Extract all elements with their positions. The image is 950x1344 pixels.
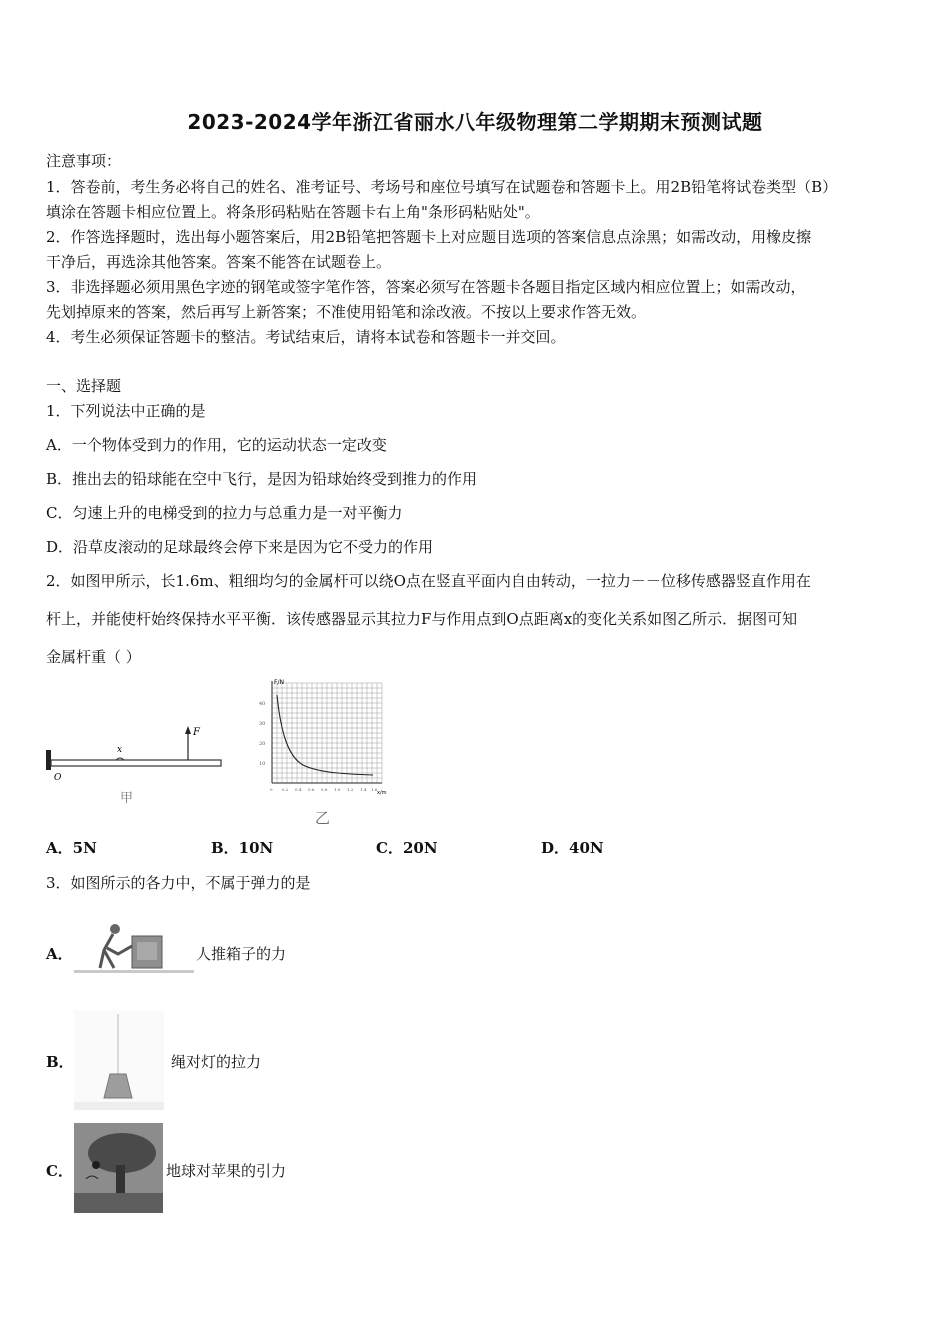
y-tick: 20 xyxy=(259,741,266,747)
question-2-stem: 2．如图甲所示，长1.6m、粗细均匀的金属杆可以绕O点在竖直平面内自由转动，一拉力－－位移传感器竖直作用在 xyxy=(46,572,811,590)
q1-option-a: A．一个物体受到力的作用，它的运动状态一定改变 xyxy=(46,436,387,454)
x-axis-label: x/m xyxy=(377,790,387,796)
graph-grid xyxy=(272,683,382,783)
figure-caption-jia: 甲 xyxy=(120,791,134,806)
apple-tree-image xyxy=(74,1123,163,1213)
x-tick: 0.8 xyxy=(321,787,328,792)
x-tick: 0.6 xyxy=(308,787,315,792)
q1-option-b: B．推出去的铅球能在空中飞行，是因为铅球始终受到推力的作用 xyxy=(46,470,478,488)
question-2-stem: 杆上，并能使杆始终保持水平平衡．该传感器显示其拉力F与作用点到O点距离x的变化关系如图乙所示．据图可知 xyxy=(46,610,798,628)
notice-line: 2．作答选择题时，选出每小题答案后，用2B铅笔把答题卡上对应题目选项的答案信息点涂黑；如需改动，用橡皮擦 xyxy=(46,228,812,246)
hanging-lamp-image xyxy=(74,1010,164,1110)
wall-pivot xyxy=(46,750,51,770)
y-tick: 10 xyxy=(259,761,266,767)
y-tick: 40 xyxy=(259,701,266,707)
question-3-stem: 3．如图所示的各力中，不属于弹力的是 xyxy=(46,874,311,892)
figure-caption-yi: 乙 xyxy=(315,809,331,827)
q2-option-c: C．20N xyxy=(376,839,438,857)
q2-option-d: D．40N xyxy=(541,839,604,857)
label-x: x xyxy=(117,745,123,755)
lever-figure xyxy=(40,720,230,810)
q2-option-b: B．10N xyxy=(211,839,274,857)
q3-option-c-text: 地球对苹果的引力 xyxy=(166,1162,287,1180)
q3-option-b-text: 绳对灯的拉力 xyxy=(171,1053,262,1071)
notice-line: 3．非选择题必须用黑色字迹的钢笔或签字笔作答，答案必须写在答题卡各题目指定区域内相应位置上；如需改动， xyxy=(46,278,806,296)
label-O: O xyxy=(54,773,62,783)
x-tick: 0.4 xyxy=(295,787,302,792)
y-tick: 30 xyxy=(259,721,266,727)
notice-line: 干净后，再选涂其他答案。答案不能答在试题卷上。 xyxy=(46,253,392,271)
force-distance-graph xyxy=(255,675,395,830)
notice-heading: 注意事项： xyxy=(46,152,122,170)
q3-option-c-letter: C． xyxy=(46,1162,73,1180)
x-tick: 1.6 xyxy=(371,787,378,792)
x-tick: 1.0 xyxy=(334,787,341,792)
q3-option-b-letter: B． xyxy=(46,1053,74,1071)
metal-rod xyxy=(51,760,221,766)
x-tick: 0 xyxy=(270,787,273,792)
notice-line: 填涂在答题卡相应位置上。将条形码粘贴在答题卡右上角"条形码粘贴处"。 xyxy=(46,203,540,221)
q3-option-a-letter: A． xyxy=(46,945,73,963)
x-tick: 1.2 xyxy=(347,787,354,792)
page-title: 2023-2024学年浙江省丽水八年级物理第二学期期末预测试题 xyxy=(187,110,763,134)
y-axis-label: F/N xyxy=(274,679,284,686)
notice-line: 先划掉原来的答案，然后再写上新答案；不准使用铅笔和涂改液。不按以上要求作答无效。 xyxy=(46,303,647,321)
person-pushing-box-image xyxy=(74,920,194,976)
notice-line: 4．考生必须保证答题卡的整洁。考试结束后，请将本试卷和答题卡一并交回。 xyxy=(46,328,566,346)
question-2-stem: 金属杆重（ ） xyxy=(46,648,141,666)
x-tick: 1.4 xyxy=(360,787,367,792)
notice-line: 1．答卷前，考生务必将自己的姓名、准考证号、考场号和座位号填写在试题卷和答题卡上。用2B铅笔将试卷类型（B） xyxy=(46,178,838,196)
x-tick: 0.2 xyxy=(282,787,289,792)
q3-option-a-text: 人推箱子的力 xyxy=(196,945,287,963)
q2-option-a: A．5N xyxy=(46,839,97,857)
force-arrow-head xyxy=(185,726,191,734)
q1-option-c: C．匀速上升的电梯受到的拉力与总重力是一对平衡力 xyxy=(46,504,403,522)
question-1-stem: 1．下列说法中正确的是 xyxy=(46,402,206,420)
q1-option-d: D．沿草皮滚动的足球最终会停下来是因为它不受力的作用 xyxy=(46,538,434,556)
section-heading: 一、选择题 xyxy=(46,377,122,395)
label-F: F xyxy=(193,727,200,738)
